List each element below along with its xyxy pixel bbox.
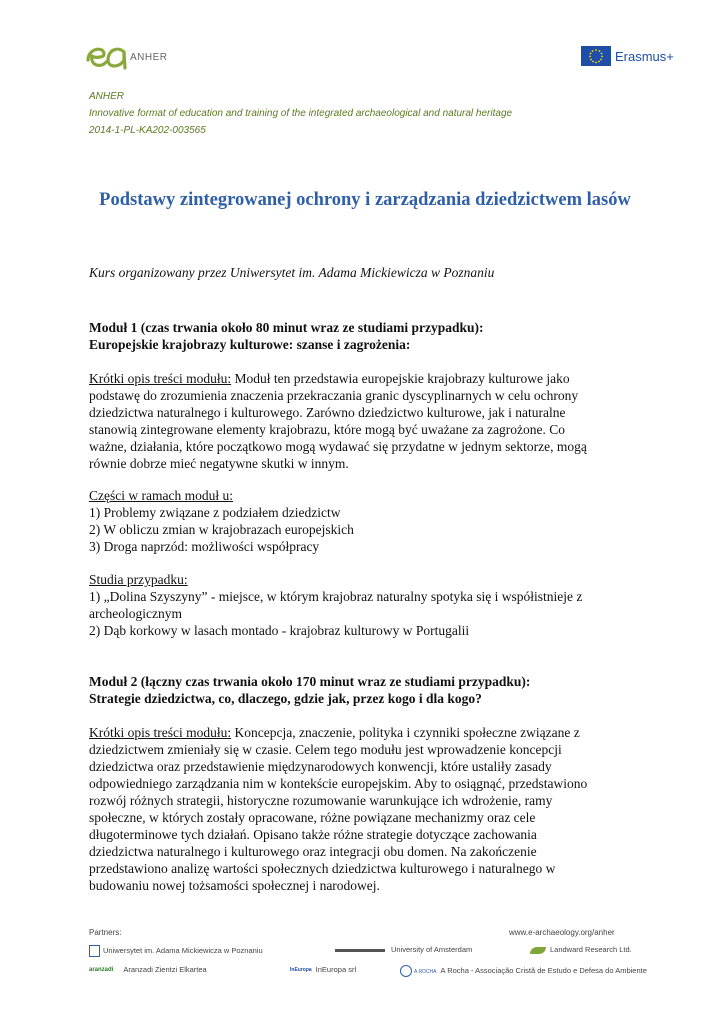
module1-part-item: 2) W obliczu zmian w krajobrazach europejskich: [89, 522, 354, 537]
document-title: Podstawy zintegrowanej ochrony i zarządzania dziedzictwem lasów: [99, 190, 631, 210]
project-title: Innovative format of education and training of the integrated archaeological and natural heritage: [89, 108, 513, 119]
module2-desc-line: społeczne, w których zostały opracowane, różne powiązane mechanizmy oraz cele: [89, 810, 536, 825]
module2-desc-line: rozwój różnych strategii, historyczne rozumowanie warunkujące ich wdrożenie, ramy: [89, 793, 553, 808]
project-acronym: ANHER: [89, 91, 125, 102]
module2-desc-line: dziedzictwa oraz przedstawienie międzynarodowych konwencji, które ustaliły zasady: [89, 759, 552, 774]
module1-case-item: 1) „Dolina Szyszyny” - miejsce, w którym krajobraz naturalny spotyka się i współistnieje z: [89, 589, 583, 604]
partner-name: University of Amsterdam: [391, 945, 473, 954]
module2-desc-line: budowaniu nowej tożsamości społecznej i narodowej.: [89, 878, 380, 893]
module1-description: [89, 370, 649, 472]
module1-part-item: 3) Droga naprzód: możliwości współpracy: [89, 539, 320, 554]
module2-description: [89, 724, 649, 894]
module1-desc-line: podstawę do zrozumienia znaczenia przekraczania granic dyscyplinarnych w celu ochrony: [89, 388, 579, 403]
module1-cases-label: Studia przypadku:: [89, 572, 188, 587]
partner-aranzadi: [89, 965, 207, 974]
partner-name: Uniwersytet im. Adama Mickiewicza w Poznaniu: [103, 945, 263, 955]
partner-name: InEuropa srl: [315, 965, 357, 974]
anher-logo-mark: [84, 40, 128, 72]
module2-desc-line: przedstawiono analizę wartości społecznych dziedzictwa kulturowego i naturalnego w: [89, 861, 556, 876]
module1-parts-label: Części w ramach moduł u:: [89, 488, 233, 503]
module1-desc-first-line: Moduł ten przedstawia europejskie krajobrazy kulturowe jako: [231, 371, 570, 386]
module1-desc-label: Krótki opis treści modułu:: [89, 371, 232, 386]
module2-desc-line: dziedzictwem zmieniały się w czasie. Celem tego modułu jest wprowadzenie koncepcji: [89, 742, 562, 757]
module2-desc-label: Krótki opis treści modułu:: [89, 725, 232, 740]
module1-desc-line: równie dobrze mieć negatywne skutki w innym.: [89, 456, 349, 471]
eu-flag-icon: [581, 46, 611, 66]
module1-heading-line2: Europejskie krajobrazy kulturowe: szanse i zagrożenia:: [89, 337, 411, 352]
module2-desc-first-line: Koncepcja, znaczenie, polityka i czynniki społeczne związane z: [231, 725, 580, 740]
arocha-bird-icon: [400, 965, 412, 977]
module2-heading-line2: Strategie dziedzictwa, co, dlaczego, gdzie jak, przez kogo i dla kogo?: [89, 691, 482, 706]
module1-desc-line: dziedzictwa naturalnego i kulturowego. Zarówno dziedzictwo kulturowe, jak i naturalne: [89, 405, 566, 420]
partner-uva: [335, 945, 472, 954]
landward-leaf-icon: [530, 947, 546, 954]
module2-heading: [89, 673, 649, 707]
module1-parts: [89, 487, 649, 555]
partner-landward: [530, 945, 632, 954]
arocha-logo-text: A ROCHA: [414, 968, 437, 975]
anher-logo-text: ANHER: [130, 52, 168, 63]
module1-desc-line: stanowią zintegrowane elementy krajobrazu, które mogą być uważane za zagrożone. Co: [89, 422, 566, 437]
partner-name: Landward Research Ltd.: [550, 945, 632, 954]
partner-name: Aranzadi Zientzi Elkartea: [123, 965, 207, 974]
module1-heading-line1: Moduł 1 (czas trwania około 80 minut wraz ze studiami przypadku):: [89, 320, 484, 335]
module2-desc-line: odpowiedniego zarządzania nim w kontekście europejskim. Aby to osiągnąć, przedstawiono: [89, 776, 588, 791]
module1-part-item: 1) Problemy związane z podziałem dziedzictw: [89, 505, 341, 520]
anher-logo: [84, 40, 224, 72]
module2-desc-line: długoterminowe tych działań. Opisano także różne strategie dotyczące zachowania: [89, 827, 537, 842]
partner-ineuropa: [290, 965, 356, 974]
erasmus-logo: [581, 46, 681, 68]
module2-desc-line: dziedzictwa naturalnego i kulturowego oraz integracji obu domen. Na zakończenie: [89, 844, 537, 859]
uam-crest-icon: [89, 945, 100, 957]
website-link[interactable]: www.e-archaeology.org/anher: [509, 928, 615, 937]
partner-uam: [89, 945, 263, 957]
module1-case-studies: [89, 571, 649, 639]
module1-heading: [89, 319, 649, 353]
partner-arocha: [400, 965, 647, 977]
ineuropa-logo-icon: InEuropa: [290, 967, 312, 974]
module1-case-item: 2) Dąb korkowy w lasach montado - krajobraz kulturowy w Portugalii: [89, 623, 470, 638]
project-number: 2014-1-PL-KA202-003565: [89, 125, 206, 136]
erasmus-logo-text: Erasmus+: [615, 49, 674, 64]
uva-logo-icon: [335, 949, 385, 952]
aranzadi-logo-icon: aranzadi: [89, 967, 114, 974]
partner-name: A Rocha - Associação Cristã de Estudo e Defesa do Ambiente: [440, 965, 647, 975]
module1-case-item: archeologicznym: [89, 606, 182, 621]
module2-heading-line1: Moduł 2 (łączny czas trwania około 170 minut wraz ze studiami przypadku):: [89, 674, 531, 689]
partners-label: Partners:: [89, 928, 122, 937]
course-organizer: Kurs organizowany przez Uniwersytet im. Adama Mickiewicza w Poznaniu: [89, 265, 495, 280]
module1-desc-line: ważne, działania, które początkowo mogą wydawać się przydatne w jednym sektorze, mogą: [89, 439, 587, 454]
